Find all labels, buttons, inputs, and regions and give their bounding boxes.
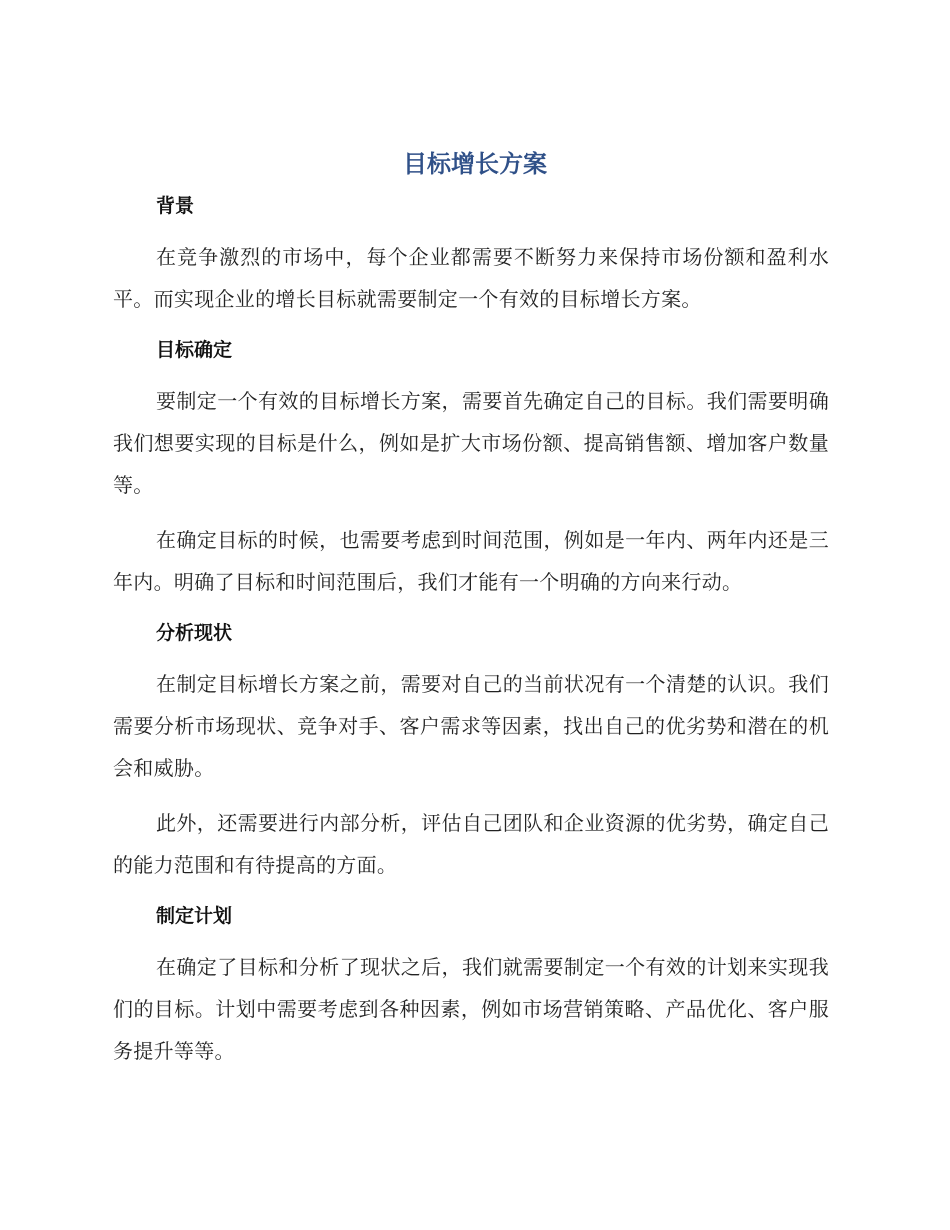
document-title: 目标增长方案 (403, 150, 547, 178)
section-heading: 目标确定 (156, 339, 233, 361)
section-planning (113, 898, 829, 1072)
paragraph: 在确定了目标和分析了现状之后，我们就需要制定一个有效的计划来实现我们的目标。计划中需要考虑到各种因素，例如市场营销策略、产品优化、客户服务提升等等。 (113, 955, 829, 1063)
paragraph: 在制定目标增长方案之前，需要对自己的当前状况有一个清楚的认识。我们需要分析市场现状、竞争对手、客户需求等因素，找出自己的优劣势和潜在的机会和威胁。 (113, 672, 829, 780)
paragraph: 在竞争激烈的市场中，每个企业都需要不断努力来保持市场份额和盈利水平。而实现企业的增长目标就需要制定一个有效的目标增长方案。 (113, 245, 829, 311)
section-heading: 制定计划 (156, 905, 233, 927)
section-goal-setting (113, 332, 829, 603)
section-heading: 背景 (156, 195, 195, 217)
paragraph: 在确定目标的时候，也需要考虑到时间范围，例如是一年内、两年内还是三年内。明确了目标和时间范围后，我们才能有一个明确的方向来行动。 (113, 528, 829, 594)
section-background (113, 188, 829, 320)
paragraph: 要制定一个有效的目标增长方案，需要首先确定自己的目标。我们需要明确我们想要实现的目标是什么，例如是扩大市场份额、提高销售额、增加客户数量等。 (113, 389, 829, 497)
document-body (113, 188, 829, 1072)
section-current-analysis (113, 615, 829, 886)
paragraph: 此外，还需要进行内部分析，评估自己团队和企业资源的优劣势，确定自己的能力范围和有待提高的方面。 (113, 811, 829, 877)
section-heading: 分析现状 (156, 622, 233, 644)
